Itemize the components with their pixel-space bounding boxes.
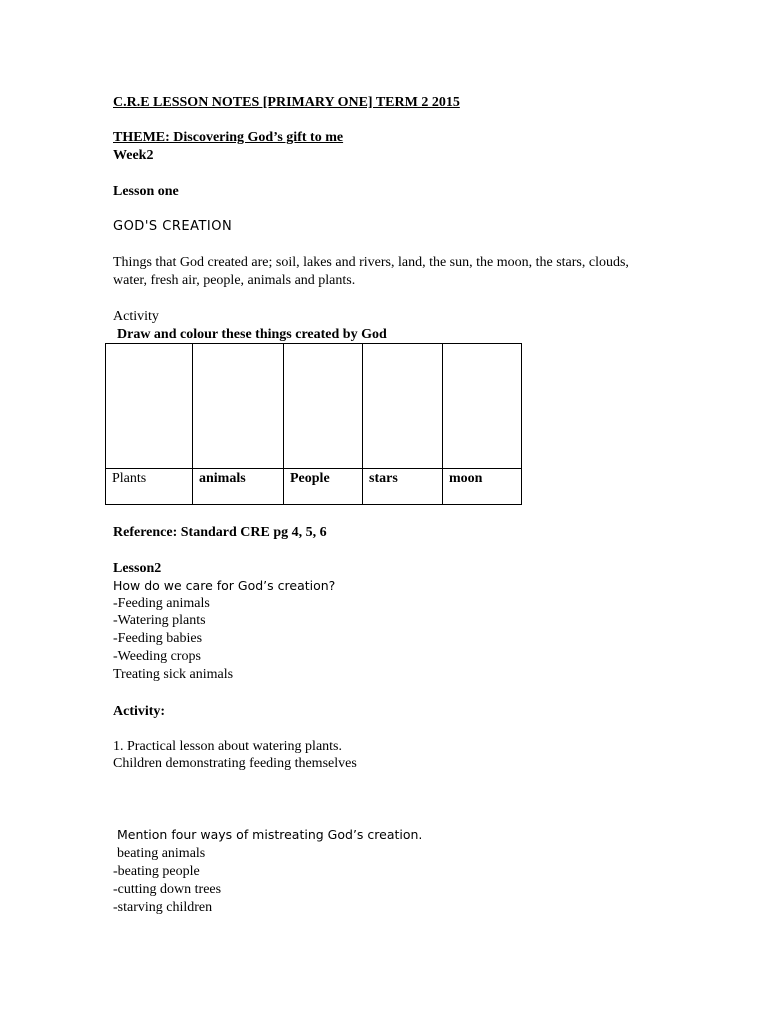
table-label-cell xyxy=(106,469,193,505)
table-label: People xyxy=(290,471,330,486)
activity-label: Activity xyxy=(113,309,159,324)
theme-line: THEME: Discovering God’s gift to me xyxy=(113,130,344,145)
week-label: Week2 xyxy=(113,148,154,163)
list-item: -cutting down trees xyxy=(113,882,222,897)
activity-two-label: Activity: xyxy=(113,704,166,719)
drawing-box-stars[interactable] xyxy=(363,344,443,469)
activity-instruction: Draw and colour these things created by God xyxy=(117,327,387,342)
reference-line: Reference: Standard CRE pg 4, 5, 6 xyxy=(113,525,327,540)
list-item: -beating people xyxy=(113,864,200,879)
mistreat-question: Mention four ways of mistreating God’s creation. xyxy=(117,827,423,842)
table-label: stars xyxy=(369,471,398,486)
list-item: -Feeding animals xyxy=(113,596,210,611)
table-label: moon xyxy=(449,471,483,486)
list-item: -Weeding crops xyxy=(113,649,201,664)
list-item: -Feeding babies xyxy=(113,631,203,646)
list-item: -starving children xyxy=(113,900,213,915)
table-label-cell xyxy=(363,469,443,505)
lesson-two-label: Lesson2 xyxy=(113,561,162,576)
drawing-box-plants[interactable] xyxy=(106,344,193,469)
label-row xyxy=(106,469,522,505)
lesson-one-label: Lesson one xyxy=(113,184,179,199)
table-label: animals xyxy=(199,471,246,486)
activity-item: Children demonstrating feeding themselves xyxy=(113,756,357,771)
activity-item: 1. Practical lesson about watering plants. xyxy=(113,739,342,754)
drawing-box-animals[interactable] xyxy=(193,344,284,469)
section-heading: GOD'S CREATION xyxy=(113,219,233,234)
drawing-boxes-row xyxy=(106,344,522,469)
list-item: -Watering plants xyxy=(113,613,206,628)
table-label-cell xyxy=(443,469,522,505)
creation-paragraph: Things that God created are; soil, lakes and rivers, land, the sun, the moon, the stars, clouds, water, fresh air, people, animals and plants. xyxy=(113,255,629,288)
drawing-box-moon[interactable] xyxy=(443,344,522,469)
table-label: Plants xyxy=(112,471,147,486)
list-item: Treating sick animals xyxy=(113,667,234,682)
drawing-box-people[interactable] xyxy=(284,344,363,469)
table-label-cell xyxy=(193,469,284,505)
list-item: beating animals xyxy=(117,846,206,861)
drawing-table xyxy=(105,343,522,505)
care-question: How do we care for God’s creation? xyxy=(113,578,336,593)
document-title: C.R.E LESSON NOTES [PRIMARY ONE] TERM 2 2015 xyxy=(113,95,460,110)
table-label-cell xyxy=(284,469,363,505)
